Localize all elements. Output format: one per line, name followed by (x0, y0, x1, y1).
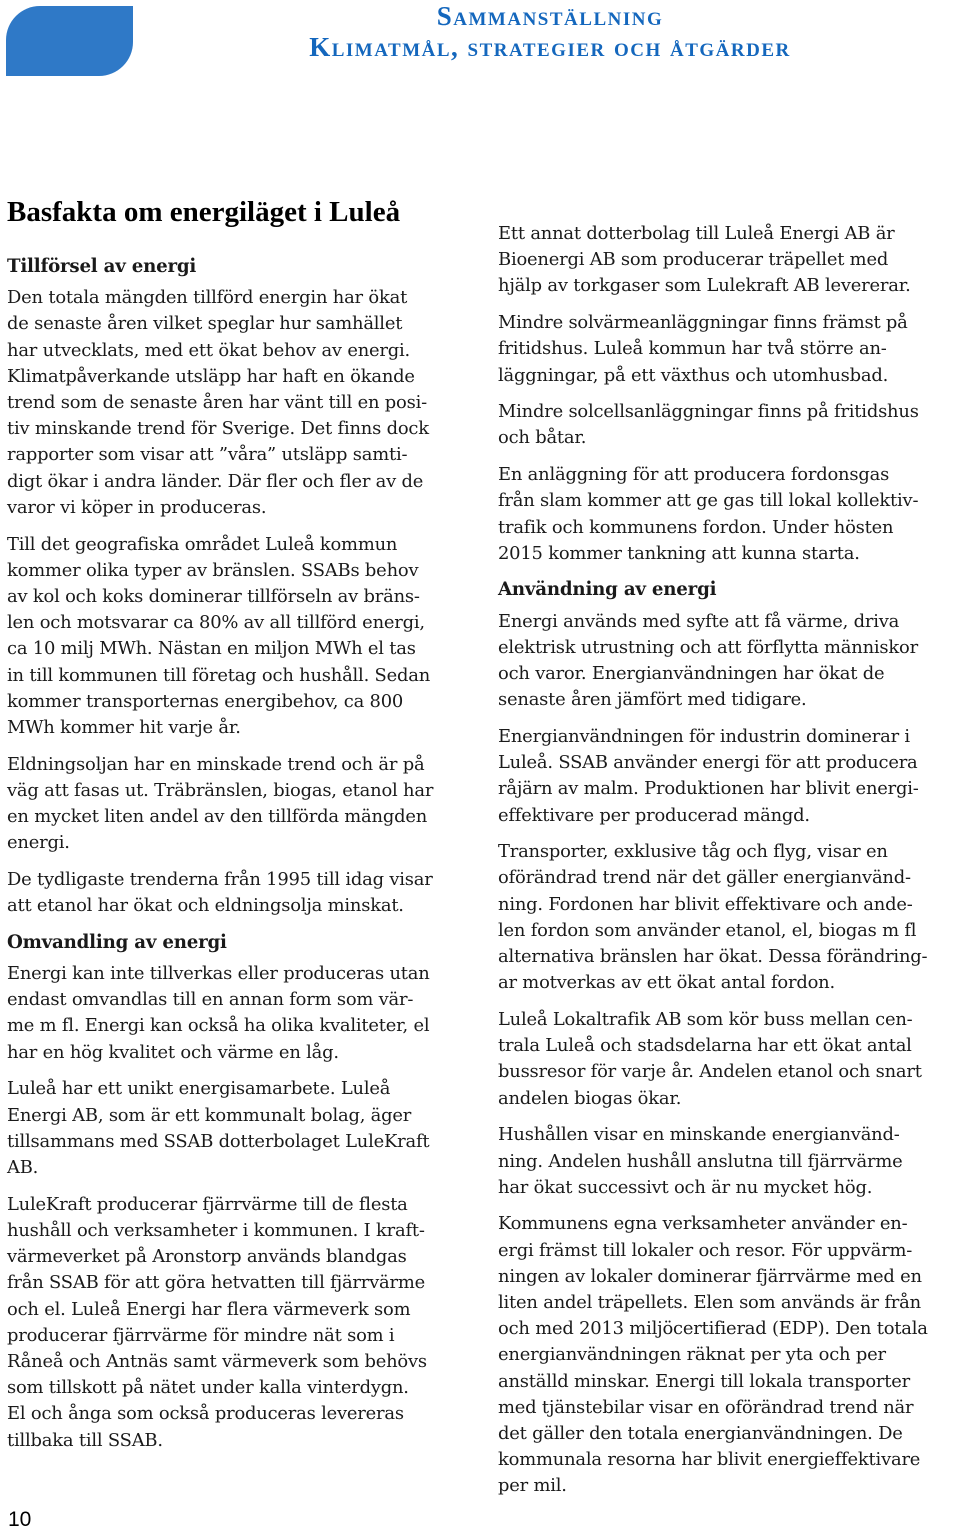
header-title-line1: Sammanställning (436, 1, 664, 31)
paragraph (7, 961, 477, 1066)
page-number: 10 (8, 1508, 32, 1531)
paragraph (498, 221, 960, 300)
text-line: per mil. (498, 1475, 567, 1497)
text-line: digt ökar i andra länder. Där fler och fler av de (7, 470, 424, 492)
text-line: från slam kommer att ge gas till lokal kollektiv- (498, 490, 919, 512)
text-line: ca 10 milj MWh. Nästan en miljon MWh el tas (7, 638, 416, 660)
text-line: fritidshus. Luleå kommun har två större an- (498, 338, 887, 360)
section-title: Basfakta om energiläget i Luleå (7, 196, 401, 228)
text-line: av kol och koks dominerar tillförseln av bräns- (7, 585, 420, 607)
heading-anvandning: Användning av energi (498, 579, 717, 601)
text-line: trend som de senaste åren har vänt till en posi- (7, 392, 427, 414)
header-title-line2: Klimatmål, strategier och åtgärder (309, 32, 791, 62)
text-line: tillsammans med SSAB dotterbolaget LuleKraft (7, 1130, 430, 1152)
paragraph (7, 867, 477, 919)
text-line: de senaste åren vilket speglar hur samhället (7, 313, 403, 335)
text-line: råjärn av malm. Produktionen har blivit energi- (498, 778, 919, 800)
header-tab-decoration (6, 6, 133, 76)
text-line: Kommunens egna verksamheter använder en- (498, 1213, 908, 1235)
text-line: Bioenergi AB som producerar träpellet med (498, 249, 889, 271)
text-line: liten andel träpellets. Elen som används är från (498, 1292, 921, 1314)
text-line: och varor. Energianvändningen har ökat de (498, 663, 885, 685)
paragraph (498, 462, 960, 567)
paragraph (7, 1192, 477, 1454)
text-line: Luleå. SSAB använder energi för att producera (498, 752, 918, 774)
text-line: Mindre solcellsanläggningar finns på fritidshus (498, 401, 919, 423)
paragraph (498, 1122, 960, 1201)
text-line: MWh kommer hit varje år. (7, 716, 241, 738)
text-line: senaste åren jämfört med tidigare. (498, 689, 807, 711)
text-line: me m fl. Energi kan också ha olika kvaliteter, el (7, 1015, 430, 1037)
text-line: Energianvändningen för industrin dominerar i (498, 725, 910, 747)
text-line: och el. Luleå Energi har flera värmeverk som (7, 1298, 411, 1320)
text-line: producerar fjärrvärme för mindre nät som i (7, 1324, 395, 1346)
text-line: energi. (7, 832, 70, 854)
text-line: har en hög kvalitet och värme en låg. (7, 1041, 339, 1063)
text-line: Råneå och Antnäs samt värmeverk som behövs (7, 1350, 427, 1372)
paragraph (7, 532, 477, 742)
text-line: len och motsvarar ca 80% av all tillförd energi, (7, 612, 425, 634)
text-line: Eldningsoljan har en minskade trend och är på (7, 753, 425, 775)
text-line: hushåll och verksamheter i kommunen. I kraft- (7, 1219, 425, 1241)
text-line: med tjänstebilar visar en oförändrad trend när (498, 1396, 914, 1418)
text-line: Ett annat dotterbolag till Luleå Energi AB är (498, 223, 895, 244)
paragraph (498, 724, 960, 829)
text-line: in till kommunen till företag och hushåll. Sedan (7, 664, 431, 686)
text-line: endast omvandlas till en annan form som vär- (7, 989, 414, 1011)
text-line: De tydligaste trenderna från 1995 till idag visar (7, 868, 433, 890)
text-line: AB. (7, 1157, 39, 1178)
text-line: har utvecklats, med ett ökat behov av energi. (7, 339, 411, 361)
paragraph (7, 752, 477, 857)
text-line: ning. Andelen hushåll anslutna till fjärrvärme (498, 1150, 903, 1172)
text-line: LuleKraft producerar fjärrvärme till de flesta (7, 1193, 408, 1215)
text-line: läggningar, på ett växthus och utomhusbad. (498, 364, 889, 386)
text-line: Luleå Lokaltrafik AB som kör buss mellan cen- (498, 1008, 913, 1030)
text-line: trafik och kommunens fordon. Under hösten (498, 516, 894, 538)
text-line: effektivare per producerad mängd. (498, 804, 810, 826)
text-line: ningen av lokaler dominerar fjärrvärme med en (498, 1265, 922, 1287)
text-line: bussresor för varje år. Andelen etanol och snart (498, 1061, 922, 1083)
text-line: som tillskott på nätet under kalla vinterdygn. (7, 1377, 409, 1399)
text-line: kommer transporternas energibehov, ca 800 (7, 690, 404, 712)
text-line: en mycket liten andel av den tillförda mängden (7, 806, 428, 828)
text-line: andelen biogas ökar. (498, 1087, 682, 1109)
paragraph (7, 285, 477, 521)
text-line: Energi kan inte tillverkas eller produceras utan (7, 963, 430, 985)
text-line: väg att fasas ut. Träbränslen, biogas, etanol har (7, 779, 434, 801)
text-line: elektrisk utrustning och att förflytta människor (498, 636, 918, 658)
text-line: rapporter som visar att ”våra” utsläpp samti- (7, 444, 408, 466)
text-line: kommunala resorna har blivit energieffektivare (498, 1449, 921, 1471)
paragraph (498, 310, 960, 389)
text-line: Den totala mängden tillförd energin har ökat (7, 287, 408, 309)
text-line: Energi AB, som är ett kommunalt bolag, äger (7, 1104, 412, 1126)
left-column (7, 254, 477, 1464)
text-line: Transporter, exklusive tåg och flyg, visar en (498, 841, 888, 863)
text-line: Klimatpåverkande utsläpp har haft en ökande (7, 365, 415, 387)
text-line: 2015 kommer tankning att kunna starta. (498, 542, 860, 564)
text-line: varor vi köper in produceras. (7, 496, 267, 518)
text-line: Mindre solvärmeanläggningar finns främst på (498, 312, 908, 334)
text-line: Luleå har ett unikt energisamarbete. Luleå (7, 1078, 391, 1100)
paragraph (498, 399, 960, 451)
right-column (498, 221, 960, 1510)
paragraph (498, 1211, 960, 1499)
text-line: oförändrad trend när det gäller energianvänd- (498, 867, 911, 889)
text-line: kommer olika typer av bränslen. SSABs behov (7, 559, 419, 581)
text-line: hjälp av torkgaser som Lulekraft AB levererar. (498, 275, 911, 297)
text-line: ning. Fordonen har blivit effektivare och ande- (498, 893, 913, 915)
text-line: tillbaka till SSAB. (7, 1429, 163, 1451)
text-line: det gäller den totala energianvändningen. De (498, 1423, 903, 1445)
text-line: har ökat successivt och är nu mycket hög. (498, 1176, 873, 1198)
text-line: ergi främst till lokaler och resor. För uppvärm- (498, 1239, 913, 1261)
text-line: En anläggning för att producera fordonsgas (498, 464, 890, 486)
text-line: Hushållen visar en minskande energianvänd- (498, 1124, 900, 1146)
text-line: energianvändningen räknat per yta och per (498, 1344, 886, 1366)
heading-omvandling: Omvandling av energi (7, 931, 227, 953)
text-line: värmeverket på Aronstorp används blandgas (7, 1246, 407, 1268)
text-line: och med 2013 miljöcertifierad (EDP). Den totala (498, 1318, 928, 1340)
text-line: anställd minskar. Energi till lokala transporter (498, 1370, 910, 1392)
paragraph (498, 1007, 960, 1112)
heading-tillforsel: Tillförsel av energi (7, 256, 197, 277)
paragraph (7, 1076, 477, 1181)
paragraph (498, 839, 960, 996)
text-line: tiv minskande trend för Sverige. Det finns dock (7, 418, 429, 440)
text-line: trala Luleå och stadsdelarna har ett ökat antal (498, 1035, 912, 1057)
text-line: från SSAB för att göra hetvatten till fjärrvärme (7, 1272, 426, 1294)
text-line: El och ånga som också produceras levereras (7, 1403, 404, 1425)
paragraph (498, 609, 960, 714)
text-line: Till det geografiska området Luleå kommun (7, 533, 398, 555)
text-line: len fordon som använder etanol, el, biogas m fl (498, 919, 917, 941)
text-line: ar motverkas av ett ökat antal fordon. (498, 972, 835, 994)
text-line: Energi används med syfte att få värme, driva (498, 610, 900, 632)
text-line: alternativa bränslen har ökat. Dessa förändring- (498, 946, 928, 968)
text-line: att etanol har ökat och eldningsolja minskat. (7, 895, 404, 917)
text-line: och båtar. (498, 427, 587, 449)
